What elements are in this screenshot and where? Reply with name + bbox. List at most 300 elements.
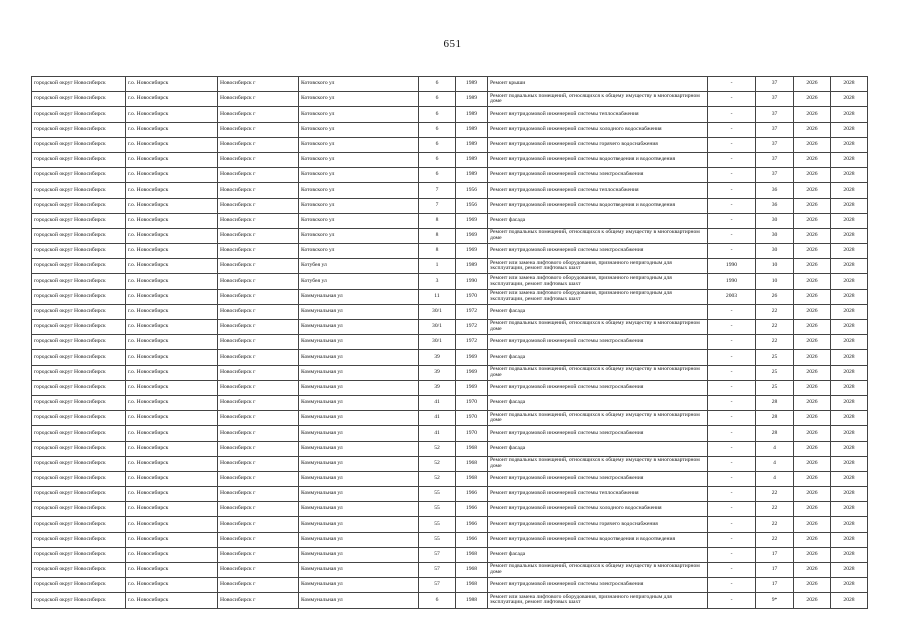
period-start-cell: 2026 (794, 259, 831, 274)
city-cell: Новосибирск г (218, 259, 299, 274)
work-type-cell: Ремонт внутридомовой инженерной системы водоотведения и водоотведения (488, 152, 708, 167)
municipal-district-cell: г.о. Новосибирск (126, 137, 218, 152)
work-type-cell: Ремонт внутридомовой инженерной системы теплоснабжения (488, 183, 708, 198)
year-built-cell: 1969 (456, 380, 488, 395)
work-type-cell: Ремонт внутридомовой инженерной системы водоотведения и водоотведения (488, 532, 708, 547)
municipal-district-cell: г.о. Новосибирск (126, 395, 218, 410)
municipal-district-cell: г.о. Новосибирск (126, 213, 218, 228)
period-start-cell: 2026 (794, 244, 831, 259)
wear-percent-cell: 17 (756, 563, 794, 578)
year-built-cell: 1990 (456, 274, 488, 289)
period-start-cell: 2026 (794, 441, 831, 456)
period-start-cell: 2026 (794, 77, 831, 92)
elevator-year-cell: - (708, 563, 756, 578)
house-number-cell: 3 (419, 274, 456, 289)
city-cell: Новосибирск г (218, 168, 299, 183)
period-end-cell: 2028 (831, 502, 868, 517)
year-built-cell: 1968 (456, 563, 488, 578)
elevator-year-cell: - (708, 380, 756, 395)
wear-percent-cell: 28 (756, 411, 794, 426)
period-start-cell: 2026 (794, 350, 831, 365)
municipal-district-cell: г.о. Новосибирск (126, 198, 218, 213)
period-end-cell: 2028 (831, 411, 868, 426)
municipality-cell: городской округ Новосибирск (32, 487, 126, 502)
elevator-year-cell: - (708, 244, 756, 259)
city-cell: Новосибирск г (218, 304, 299, 319)
house-number-cell: 41 (419, 395, 456, 410)
street-cell: Котубея ул (299, 259, 419, 274)
table-row (32, 532, 868, 547)
street-cell: Котовского ул (299, 92, 419, 107)
work-type-cell: Ремонт внутридомовой инженерной системы холодного водоснабжения (488, 502, 708, 517)
year-built-cell: 1969 (456, 350, 488, 365)
period-end-cell: 2028 (831, 168, 868, 183)
table-row (32, 411, 868, 426)
table-row (32, 77, 868, 92)
municipal-district-cell: г.о. Новосибирск (126, 107, 218, 122)
period-end-cell: 2028 (831, 122, 868, 137)
year-built-cell: 1972 (456, 335, 488, 350)
street-cell: Коммунальная ул (299, 320, 419, 335)
table-row (32, 122, 868, 137)
wear-percent-cell: 37 (756, 92, 794, 107)
house-number-cell: 6 (419, 77, 456, 92)
city-cell: Новосибирск г (218, 365, 299, 380)
municipal-district-cell: г.о. Новосибирск (126, 289, 218, 304)
period-end-cell: 2028 (831, 426, 868, 441)
period-start-cell: 2026 (794, 593, 831, 608)
table-row (32, 471, 868, 486)
municipal-district-cell: г.о. Новосибирск (126, 320, 218, 335)
street-cell: Котовского ул (299, 183, 419, 198)
work-type-cell: Ремонт внутридомовой инженерной системы теплоснабжения (488, 487, 708, 502)
house-number-cell: 6 (419, 593, 456, 608)
municipal-district-cell: г.о. Новосибирск (126, 168, 218, 183)
year-built-cell: 1968 (456, 578, 488, 593)
house-number-cell: 6 (419, 92, 456, 107)
elevator-year-cell: - (708, 137, 756, 152)
elevator-year-cell: - (708, 547, 756, 562)
table-row (32, 289, 868, 304)
year-built-cell: 1969 (456, 213, 488, 228)
city-cell: Новосибирск г (218, 213, 299, 228)
municipality-cell: городской округ Новосибирск (32, 168, 126, 183)
period-start-cell: 2026 (794, 502, 831, 517)
work-type-cell: Ремонт или замена лифтового оборудования, признанного непригодным для эксплуатации, ремонт лифтовых шахт (488, 274, 708, 289)
table-row (32, 304, 868, 319)
period-end-cell: 2028 (831, 137, 868, 152)
elevator-year-cell: - (708, 395, 756, 410)
street-cell: Котовского ул (299, 107, 419, 122)
elevator-year-cell: - (708, 122, 756, 137)
municipality-cell: городской округ Новосибирск (32, 289, 126, 304)
work-type-cell: Ремонт или замена лифтового оборудования, признанного непригодным для эксплуатации, ремонт лифтовых шахт (488, 259, 708, 274)
city-cell: Новосибирск г (218, 502, 299, 517)
table-row (32, 198, 868, 213)
street-cell: Котубея ул (299, 274, 419, 289)
city-cell: Новосибирск г (218, 137, 299, 152)
street-cell: Котовского ул (299, 213, 419, 228)
street-cell: Коммунальная ул (299, 426, 419, 441)
municipal-district-cell: г.о. Новосибирск (126, 563, 218, 578)
work-type-cell: Ремонт фасада (488, 547, 708, 562)
street-cell: Котовского ул (299, 244, 419, 259)
house-number-cell: 8 (419, 228, 456, 243)
house-number-cell: 52 (419, 471, 456, 486)
municipality-cell: городской округ Новосибирск (32, 137, 126, 152)
period-end-cell: 2028 (831, 365, 868, 380)
table-row (32, 152, 868, 167)
work-type-cell: Ремонт внутридомовой инженерной системы электроснабжения (488, 471, 708, 486)
elevator-year-cell: 1990 (708, 274, 756, 289)
municipal-district-cell: г.о. Новосибирск (126, 259, 218, 274)
period-end-cell: 2028 (831, 350, 868, 365)
year-built-cell: 1968 (456, 471, 488, 486)
street-cell: Коммунальная ул (299, 517, 419, 532)
municipal-district-cell: г.о. Новосибирск (126, 304, 218, 319)
house-number-cell: 30/1 (419, 304, 456, 319)
period-start-cell: 2026 (794, 547, 831, 562)
municipality-cell: городской округ Новосибирск (32, 426, 126, 441)
house-number-cell: 39 (419, 350, 456, 365)
year-built-cell: 1989 (456, 152, 488, 167)
work-type-cell: Ремонт фасада (488, 304, 708, 319)
municipality-cell: городской округ Новосибирск (32, 152, 126, 167)
city-cell: Новосибирск г (218, 487, 299, 502)
city-cell: Новосибирск г (218, 441, 299, 456)
table-row (32, 335, 868, 350)
year-built-cell: 1969 (456, 244, 488, 259)
municipality-cell: городской округ Новосибирск (32, 320, 126, 335)
year-built-cell: 1989 (456, 259, 488, 274)
municipality-cell: городской округ Новосибирск (32, 563, 126, 578)
period-start-cell: 2026 (794, 395, 831, 410)
period-end-cell: 2028 (831, 107, 868, 122)
period-start-cell: 2026 (794, 289, 831, 304)
city-cell: Новосибирск г (218, 228, 299, 243)
municipality-cell: городской округ Новосибирск (32, 107, 126, 122)
street-cell: Коммунальная ул (299, 456, 419, 471)
work-type-cell: Ремонт внутридомовой инженерной системы электроснабжения (488, 426, 708, 441)
year-built-cell: 1956 (456, 198, 488, 213)
period-start-cell: 2026 (794, 578, 831, 593)
period-end-cell: 2028 (831, 532, 868, 547)
table-body (32, 77, 868, 609)
year-built-cell: 1970 (456, 411, 488, 426)
elevator-year-cell: - (708, 304, 756, 319)
municipal-district-cell: г.о. Новосибирск (126, 456, 218, 471)
wear-percent-cell: 4 (756, 471, 794, 486)
municipal-district-cell: г.о. Новосибирск (126, 365, 218, 380)
wear-percent-cell: 28 (756, 426, 794, 441)
period-start-cell: 2026 (794, 380, 831, 395)
city-cell: Новосибирск г (218, 122, 299, 137)
municipality-cell: городской округ Новосибирск (32, 471, 126, 486)
city-cell: Новосибирск г (218, 77, 299, 92)
year-built-cell: 1970 (456, 426, 488, 441)
work-type-cell: Ремонт внутридомовой инженерной системы электроснабжения (488, 578, 708, 593)
period-start-cell: 2026 (794, 335, 831, 350)
table-row (32, 395, 868, 410)
municipality-cell: городской округ Новосибирск (32, 578, 126, 593)
elevator-year-cell: - (708, 335, 756, 350)
street-cell: Котовского ул (299, 168, 419, 183)
work-type-cell: Ремонт внутридомовой инженерной системы электроснабжения (488, 244, 708, 259)
wear-percent-cell: 22 (756, 517, 794, 532)
table-row (32, 228, 868, 243)
wear-percent-cell: 28 (756, 395, 794, 410)
house-number-cell: 7 (419, 198, 456, 213)
elevator-year-cell: - (708, 183, 756, 198)
municipality-cell: городской округ Новосибирск (32, 532, 126, 547)
year-built-cell: 1969 (456, 365, 488, 380)
street-cell: Коммунальная ул (299, 304, 419, 319)
municipal-district-cell: г.о. Новосибирск (126, 274, 218, 289)
municipality-cell: городской округ Новосибирск (32, 350, 126, 365)
house-number-cell: 55 (419, 487, 456, 502)
street-cell: Котовского ул (299, 152, 419, 167)
city-cell: Новосибирск г (218, 456, 299, 471)
work-type-cell: Ремонт внутридомовой инженерной системы теплоснабжения (488, 107, 708, 122)
elevator-year-cell: - (708, 441, 756, 456)
street-cell: Коммунальная ул (299, 441, 419, 456)
municipal-district-cell: г.о. Новосибирск (126, 77, 218, 92)
work-type-cell: Ремонт внутридомовой инженерной системы горячего водоснабжения (488, 517, 708, 532)
house-number-cell: 52 (419, 441, 456, 456)
period-start-cell: 2026 (794, 168, 831, 183)
table-row (32, 320, 868, 335)
table-row (32, 274, 868, 289)
wear-percent-cell: 37 (756, 122, 794, 137)
city-cell: Новосибирск г (218, 183, 299, 198)
year-built-cell: 1989 (456, 122, 488, 137)
elevator-year-cell: 1990 (708, 259, 756, 274)
elevator-year-cell: - (708, 228, 756, 243)
municipality-cell: городской округ Новосибирск (32, 335, 126, 350)
city-cell: Новосибирск г (218, 152, 299, 167)
city-cell: Новосибирск г (218, 274, 299, 289)
period-end-cell: 2028 (831, 547, 868, 562)
house-number-cell: 6 (419, 152, 456, 167)
period-start-cell: 2026 (794, 456, 831, 471)
elevator-year-cell: - (708, 350, 756, 365)
wear-percent-cell: 22 (756, 304, 794, 319)
municipal-district-cell: г.о. Новосибирск (126, 350, 218, 365)
street-cell: Котовского ул (299, 137, 419, 152)
municipal-district-cell: г.о. Новосибирск (126, 228, 218, 243)
municipality-cell: городской округ Новосибирск (32, 198, 126, 213)
elevator-year-cell: - (708, 502, 756, 517)
work-type-cell: Ремонт или замена лифтового оборудования, признанного непригодным для эксплуатации, ремонт лифтовых шахт (488, 593, 708, 608)
house-number-cell: 30/1 (419, 335, 456, 350)
street-cell: Коммунальная ул (299, 593, 419, 608)
period-end-cell: 2028 (831, 441, 868, 456)
municipality-cell: городской округ Новосибирск (32, 411, 126, 426)
table-row (32, 487, 868, 502)
city-cell: Новосибирск г (218, 380, 299, 395)
wear-percent-cell: 36 (756, 183, 794, 198)
work-type-cell: Ремонт фасада (488, 395, 708, 410)
elevator-year-cell: - (708, 593, 756, 608)
period-start-cell: 2026 (794, 213, 831, 228)
street-cell: Коммунальная ул (299, 532, 419, 547)
table-row (32, 92, 868, 107)
house-number-cell: 57 (419, 578, 456, 593)
table-row (32, 183, 868, 198)
municipal-district-cell: г.о. Новосибирск (126, 532, 218, 547)
house-number-cell: 57 (419, 563, 456, 578)
municipality-cell: городской округ Новосибирск (32, 502, 126, 517)
house-number-cell: 55 (419, 502, 456, 517)
city-cell: Новосибирск г (218, 532, 299, 547)
table-row (32, 244, 868, 259)
elevator-year-cell: - (708, 152, 756, 167)
elevator-year-cell: - (708, 532, 756, 547)
municipal-district-cell: г.о. Новосибирск (126, 502, 218, 517)
wear-percent-cell: 22 (756, 502, 794, 517)
period-end-cell: 2028 (831, 77, 868, 92)
period-end-cell: 2028 (831, 320, 868, 335)
year-built-cell: 1969 (456, 228, 488, 243)
table-row (32, 365, 868, 380)
period-end-cell: 2028 (831, 304, 868, 319)
wear-percent-cell: 22 (756, 532, 794, 547)
period-end-cell: 2028 (831, 395, 868, 410)
work-type-cell: Ремонт внутридомовой инженерной системы горячего водоснабжения (488, 137, 708, 152)
elevator-year-cell: - (708, 213, 756, 228)
year-built-cell: 1968 (456, 456, 488, 471)
street-cell: Коммунальная ул (299, 411, 419, 426)
elevator-year-cell: - (708, 365, 756, 380)
house-number-cell: 55 (419, 517, 456, 532)
house-number-cell: 55 (419, 532, 456, 547)
house-number-cell: 7 (419, 183, 456, 198)
elevator-year-cell: - (708, 198, 756, 213)
street-cell: Коммунальная ул (299, 563, 419, 578)
work-type-cell: Ремонт фасада (488, 441, 708, 456)
year-built-cell: 1989 (456, 137, 488, 152)
period-start-cell: 2026 (794, 365, 831, 380)
year-built-cell: 1966 (456, 502, 488, 517)
period-start-cell: 2026 (794, 137, 831, 152)
elevator-year-cell: - (708, 411, 756, 426)
municipality-cell: городской округ Новосибирск (32, 274, 126, 289)
period-end-cell: 2028 (831, 456, 868, 471)
municipal-district-cell: г.о. Новосибирск (126, 517, 218, 532)
street-cell: Коммунальная ул (299, 335, 419, 350)
period-end-cell: 2028 (831, 563, 868, 578)
street-cell: Коммунальная ул (299, 471, 419, 486)
wear-percent-cell: 22 (756, 335, 794, 350)
house-number-cell: 8 (419, 244, 456, 259)
house-number-cell: 1 (419, 259, 456, 274)
work-type-cell: Ремонт подвальных помещений, относящихся к общему имуществу в многоквартирном доме (488, 228, 708, 243)
house-number-cell: 6 (419, 122, 456, 137)
year-built-cell: 1972 (456, 320, 488, 335)
year-built-cell: 1970 (456, 289, 488, 304)
period-start-cell: 2026 (794, 107, 831, 122)
wear-percent-cell: 10 (756, 259, 794, 274)
period-end-cell: 2028 (831, 471, 868, 486)
street-cell: Коммунальная ул (299, 350, 419, 365)
municipality-cell: городской округ Новосибирск (32, 77, 126, 92)
year-built-cell: 1989 (456, 168, 488, 183)
table-row (32, 578, 868, 593)
table-row (32, 380, 868, 395)
house-number-cell: 6 (419, 137, 456, 152)
table-row (32, 137, 868, 152)
table-row (32, 563, 868, 578)
street-cell: Котовского ул (299, 77, 419, 92)
work-type-cell: Ремонт подвальных помещений, относящихся к общему имуществу в многоквартирном доме (488, 365, 708, 380)
work-type-cell: Ремонт подвальных помещений, относящихся к общему имуществу в многоквартирном доме (488, 320, 708, 335)
municipality-cell: городской округ Новосибирск (32, 380, 126, 395)
work-type-cell: Ремонт фасада (488, 350, 708, 365)
municipality-cell: городской округ Новосибирск (32, 593, 126, 608)
wear-percent-cell: 17 (756, 547, 794, 562)
city-cell: Новосибирск г (218, 107, 299, 122)
city-cell: Новосибирск г (218, 563, 299, 578)
house-number-cell: 57 (419, 547, 456, 562)
wear-percent-cell: 37 (756, 107, 794, 122)
year-built-cell: 1968 (456, 547, 488, 562)
municipality-cell: городской округ Новосибирск (32, 304, 126, 319)
municipality-cell: городской округ Новосибирск (32, 259, 126, 274)
year-built-cell: 1989 (456, 107, 488, 122)
period-end-cell: 2028 (831, 198, 868, 213)
municipality-cell: городской округ Новосибирск (32, 183, 126, 198)
street-cell: Коммунальная ул (299, 547, 419, 562)
period-end-cell: 2028 (831, 228, 868, 243)
municipal-district-cell: г.о. Новосибирск (126, 380, 218, 395)
municipality-cell: городской округ Новосибирск (32, 517, 126, 532)
municipality-cell: городской округ Новосибирск (32, 92, 126, 107)
year-built-cell: 1956 (456, 183, 488, 198)
wear-percent-cell: 30 (756, 213, 794, 228)
house-number-cell: 39 (419, 380, 456, 395)
city-cell: Новосибирск г (218, 395, 299, 410)
period-end-cell: 2028 (831, 244, 868, 259)
period-end-cell: 2028 (831, 517, 868, 532)
period-start-cell: 2026 (794, 198, 831, 213)
house-number-cell: 6 (419, 107, 456, 122)
work-type-cell: Ремонт внутридомовой инженерной системы электроснабжения (488, 168, 708, 183)
period-end-cell: 2028 (831, 578, 868, 593)
period-start-cell: 2026 (794, 183, 831, 198)
year-built-cell: 1966 (456, 517, 488, 532)
elevator-year-cell: - (708, 77, 756, 92)
table-row (32, 213, 868, 228)
wear-percent-cell: 37 (756, 152, 794, 167)
wear-percent-cell: 10 (756, 274, 794, 289)
period-end-cell: 2028 (831, 487, 868, 502)
table-row (32, 547, 868, 562)
city-cell: Новосибирск г (218, 289, 299, 304)
municipal-district-cell: г.о. Новосибирск (126, 593, 218, 608)
wear-percent-cell: 37 (756, 77, 794, 92)
elevator-year-cell: - (708, 320, 756, 335)
table-row (32, 107, 868, 122)
work-type-cell: Ремонт или замена лифтового оборудования, признанного непригодным для эксплуатации, ремонт лифтовых шахт (488, 289, 708, 304)
municipality-cell: городской округ Новосибирск (32, 365, 126, 380)
wear-percent-cell: 30 (756, 228, 794, 243)
work-type-cell: Ремонт внутридомовой инженерной системы холодного водоснабжения (488, 122, 708, 137)
house-number-cell: 8 (419, 213, 456, 228)
city-cell: Новосибирск г (218, 320, 299, 335)
work-type-cell: Ремонт подвальных помещений, относящихся к общему имуществу в многоквартирном доме (488, 92, 708, 107)
house-number-cell: 52 (419, 456, 456, 471)
municipal-district-cell: г.о. Новосибирск (126, 335, 218, 350)
